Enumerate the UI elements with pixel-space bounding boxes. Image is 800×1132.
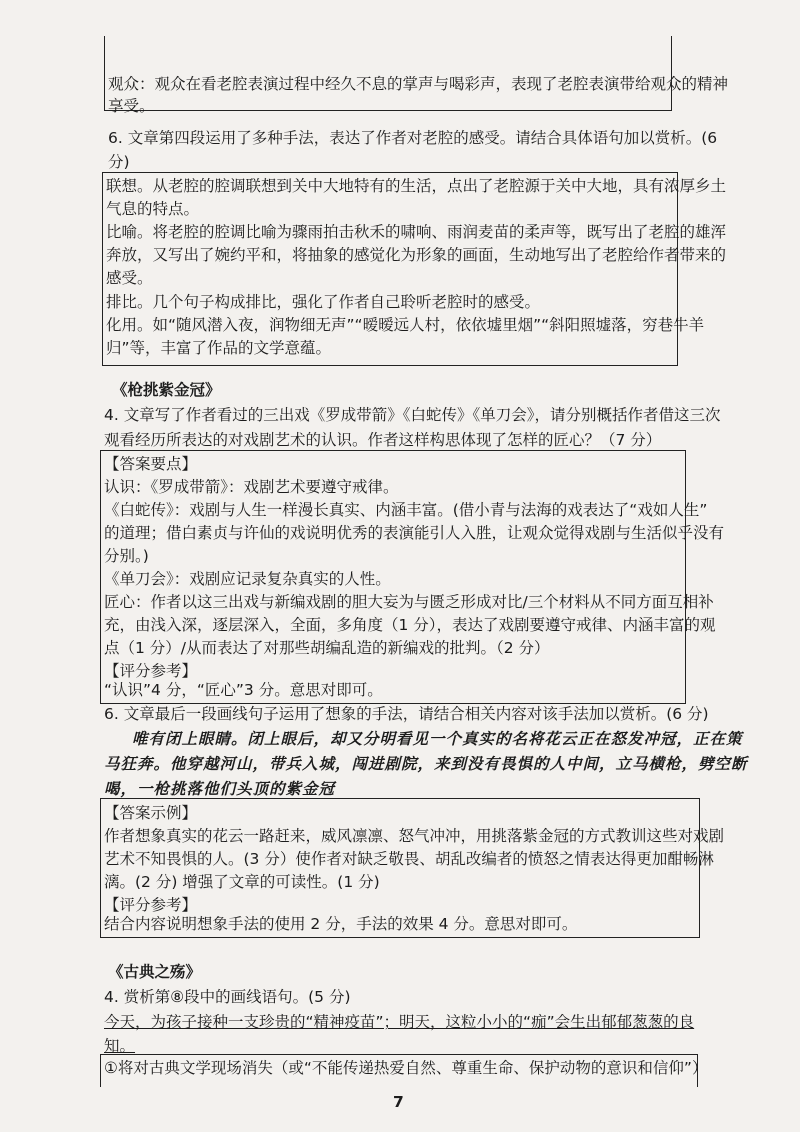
section-title-gudian: 《古典之殇》: [108, 963, 202, 981]
q6a-answer-line: 联想。从老腔的腔调联想到关中大地特有的生活，点出了老腔源于关中大地，具有浓厚乡土: [106, 177, 727, 195]
s3-answer-line: ①将对古典文学现场消失（或“不能传递热爱自然、尊重生命、保护动物的意识和信仰”）: [104, 1059, 708, 1077]
s2-q6-answer-line: 结合内容说明想象手法的使用 2 分，手法的效果 4 分。意思对即可。: [104, 915, 578, 933]
s2-answer-line: 点（1 分）/从而表达了对那些胡编乱造的新编戏的批判。（2 分）: [104, 639, 550, 657]
q6a-answer-line: 归”等，丰富了作品的文学意蕴。: [106, 339, 332, 357]
s2-q6-answer-line: 作者想象真实的花云一路赶来，威风凛凛、怒气冲冲，用挑落紫金冠的方式教训这些对戏剧: [104, 827, 725, 845]
q6a-answer-line: 气息的特点。: [106, 200, 200, 218]
s3-q4-question: 4. 赏析第⑧段中的画线语句。(5 分): [104, 988, 351, 1006]
s2-answer-line: 《单刀会》：戏剧应记录复杂真实的人性。: [104, 570, 391, 588]
s2-q6-question: 6. 文章最后一段画线句子运用了想象的手法，请结合相关内容对该手法加以赏析。(6 分): [104, 705, 709, 723]
page-number: 7: [393, 1093, 404, 1111]
section-title-qiangtiao: 《枪挑紫金冠》: [112, 381, 221, 399]
s2-answer-line: 的道理；借白素贞与许仙的戏说明优秀的表演能引人入胜，让观众觉得戏剧与生活似乎没有: [104, 524, 725, 542]
top-box-line-2: 享受。: [108, 97, 155, 115]
s2-answer-line: “认识”4 分，“匠心”3 分。意思对即可。: [104, 681, 383, 699]
q6a-answer-line: 奔放，又写出了婉约平和，将抽象的感觉化为形象的画面，生动地写出了老腔给作者带来的: [106, 246, 727, 264]
s2-answer-line: 认识：《罗成带箭》：戏剧艺术要遵守戒律。: [104, 478, 399, 496]
top-box-line-1: 观众：观众在看老腔表演过程中经久不息的掌声与喝彩声，表现了老腔表演带给观众的精神: [108, 75, 729, 93]
s3-underlined-line-2: 知。: [104, 1037, 136, 1055]
q6a-answer-line: 排比。几个句子构成排比，强化了作者自己聆听老腔时的感受。: [106, 293, 541, 311]
s2-quote-line: 唯有闭上眼睛。闭上眼后，却又分明看见一个真实的名将花云正在怒发冲冠，正在策: [132, 730, 743, 748]
q6a-answer-line: 感受。: [106, 269, 153, 287]
s2-q4-line-1: 4. 文章写了作者看过的三出戏《罗成带箭》《白蛇传》《单刀会》，请分别概括作者借这三次: [104, 406, 721, 424]
q6a-answer-line: 比喻。将老腔的腔调比喻为骤雨拍击秋禾的啸响、雨润麦苗的柔声等，既写出了老腔的雄浑: [106, 223, 727, 241]
s2-q6-answer-line: 漓。(2 分) 增强了文章的可读性。(1 分): [104, 873, 380, 891]
s2-answer-line: 【答案要点】: [104, 455, 198, 473]
q6a-question-line-2: 分): [108, 153, 130, 171]
s2-answer-line: 匠心：作者以这三出戏与新编戏剧的胆大妄为与匮乏形成对比/三个材料从不同方面互相补: [104, 593, 714, 611]
s2-answer-line: 充，由浅入深，逐层深入，全面，多角度（1 分），表达了戏剧要遵守戒律、内涵丰富的观: [104, 616, 716, 634]
s2-q6-answer-line: 【答案示例】: [104, 804, 198, 822]
s2-answer-line: 《白蛇传》：戏剧与人生一样漫长真实、内涵丰富。(借小青与法海的戏表达了“戏如人生”: [104, 501, 708, 519]
s2-q6-answer-line: 【评分参考】: [104, 896, 198, 914]
q6a-answer-line: 化用。如“随风潜入夜，润物细无声”“暧暧远人村，依依墟里烟”“斜阳照墟落，穷巷牛羊: [106, 316, 705, 334]
s2-quote-line: 马狂奔。他穿越河山，带兵入城，闯进剧院，来到没有畏惧的人中间，立马横枪，劈空断: [104, 755, 748, 773]
s2-quote-line: 喝，一枪挑落他们头顶的紫金冠: [104, 780, 336, 798]
s3-underlined-line-1: 今天，为孩子接种一支珍贵的“精神疫苗”；明天，这粒小小的“痂”会生出郁郁葱葱的良: [104, 1013, 695, 1031]
q6a-question-line-1: 6. 文章第四段运用了多种手法，表达了作者对老腔的感受。请结合具体语句加以赏析。(6: [108, 129, 718, 147]
s2-answer-line: 【评分参考】: [104, 662, 198, 680]
s2-q4-line-2: 观看经历所表达的对戏剧艺术的认识。作者这样构思体现了怎样的匠心？（7 分）: [104, 431, 662, 449]
s2-answer-line: 分别。): [104, 547, 149, 565]
s2-q6-answer-line: 艺术不知畏惧的人。(3 分）使作者对缺乏敬畏、胡乱改编者的愤怒之情表达得更加酣畅淋: [104, 850, 714, 868]
